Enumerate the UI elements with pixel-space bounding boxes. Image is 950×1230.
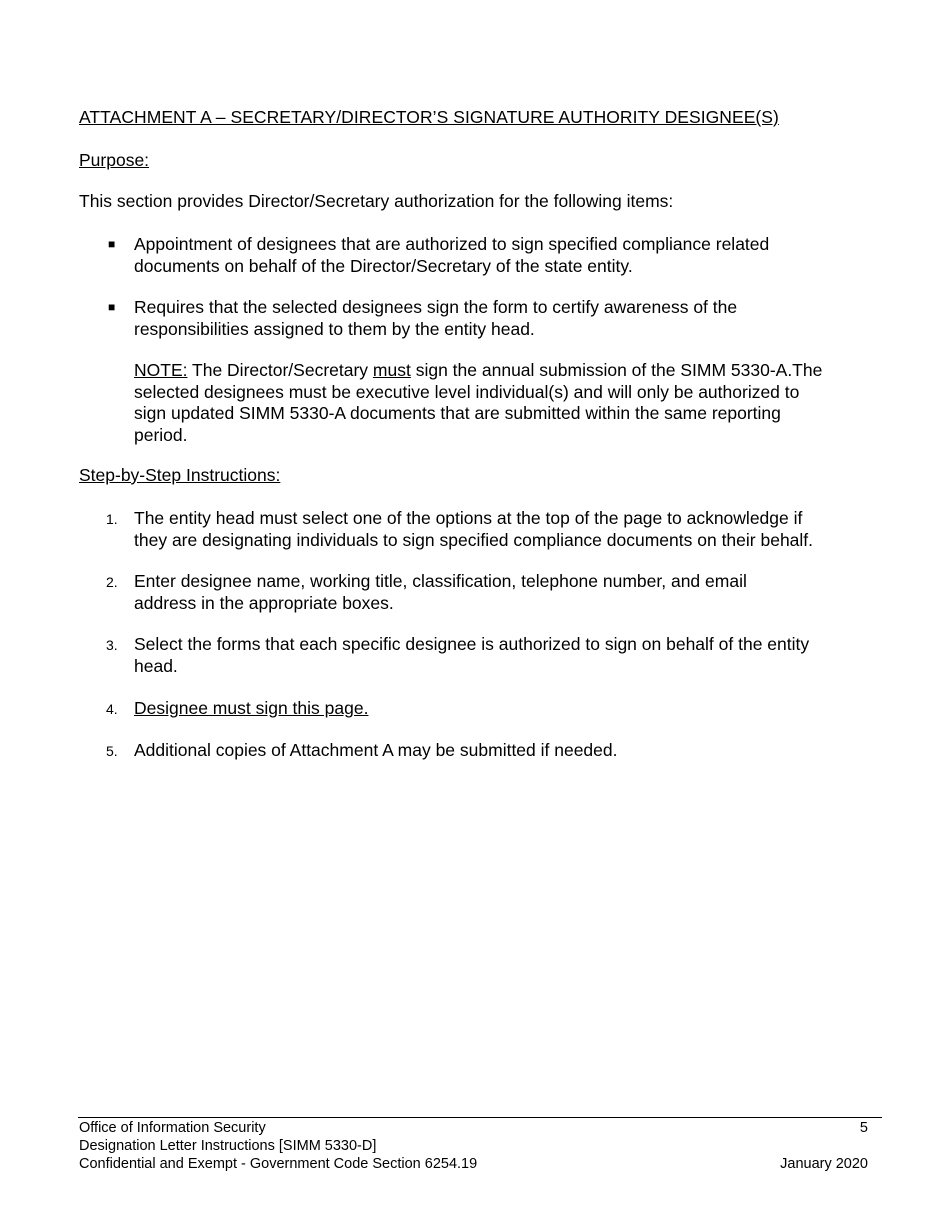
footer-office: Office of Information Security bbox=[79, 1120, 266, 1136]
step-text bbox=[134, 740, 879, 762]
bullet-text bbox=[134, 297, 879, 340]
step-line: they are designating individuals to sign specified compliance documents on their behalf. bbox=[134, 529, 814, 550]
step-text bbox=[134, 698, 879, 720]
bullet-line: documents on behalf of the Director/Secretary of the state entity. bbox=[134, 255, 633, 276]
bullet-line: Requires that the selected designees sign the form to certify awareness of the bbox=[134, 297, 738, 317]
note-text: sign the annual submission of the SIMM 5330-A.The bbox=[410, 360, 823, 380]
bullet-line: Appointment of designees that are authorized to sign specified compliance related bbox=[134, 234, 770, 254]
step-line: Select the forms that each specific designee is authorized to sign on behalf of the entity bbox=[134, 634, 810, 654]
note-line-2: selected designees must be executive level individual(s) and will only be authorized to bbox=[134, 381, 800, 402]
step-text bbox=[134, 571, 879, 614]
footer-date: January 2020 bbox=[780, 1156, 868, 1172]
step-line: Additional copies of Attachment A may be submitted if needed. bbox=[134, 740, 618, 760]
note-line-3: sign updated SIMM 5330-A documents that are submitted within the same reporting bbox=[134, 403, 781, 423]
note-line-1 bbox=[134, 360, 874, 382]
page-title: ATTACHMENT A – SECRETARY/DIRECTOR’S SIGNATURE AUTHORITY DESIGNEE(S) bbox=[79, 107, 779, 127]
step-number: 4. bbox=[106, 701, 118, 717]
step-line-underlined: Designee must sign this page. bbox=[134, 698, 369, 718]
footer-divider bbox=[78, 1117, 882, 1118]
bullet-line: responsibilities assigned to them by the entity head. bbox=[134, 318, 535, 339]
step-line: head. bbox=[134, 655, 178, 676]
note-block bbox=[134, 360, 874, 446]
step-line: Enter designee name, working title, classification, telephone number, and email bbox=[134, 571, 747, 591]
intro-paragraph: This section provides Director/Secretary authorization for the following items: bbox=[79, 191, 674, 211]
note-text: The Director/Secretary bbox=[187, 360, 373, 380]
step-number: 1. bbox=[106, 511, 118, 527]
step-line: address in the appropriate boxes. bbox=[134, 592, 394, 613]
note-label: NOTE: bbox=[134, 360, 188, 380]
step-text bbox=[134, 508, 879, 551]
steps-heading: Step-by-Step Instructions: bbox=[79, 465, 281, 485]
note-line-4: period. bbox=[134, 424, 188, 445]
step-line: The entity head must select one of the options at the top of the page to acknowledge if bbox=[134, 508, 803, 528]
bullet-square-icon: ■ bbox=[108, 300, 116, 314]
bullet-square-icon: ■ bbox=[108, 237, 116, 251]
purpose-heading: Purpose: bbox=[79, 150, 150, 170]
footer-document-name: Designation Letter Instructions [SIMM 5330-D] bbox=[79, 1138, 377, 1154]
step-number: 5. bbox=[106, 743, 118, 759]
bullet-text bbox=[134, 234, 879, 277]
footer-confidential-notice: Confidential and Exempt - Government Code Section 6254.19 bbox=[79, 1156, 478, 1172]
footer-page-number: 5 bbox=[859, 1120, 868, 1136]
step-number: 2. bbox=[106, 574, 118, 590]
step-text bbox=[134, 634, 879, 677]
step-number: 3. bbox=[106, 637, 118, 653]
note-must-emphasis: must bbox=[372, 360, 411, 380]
